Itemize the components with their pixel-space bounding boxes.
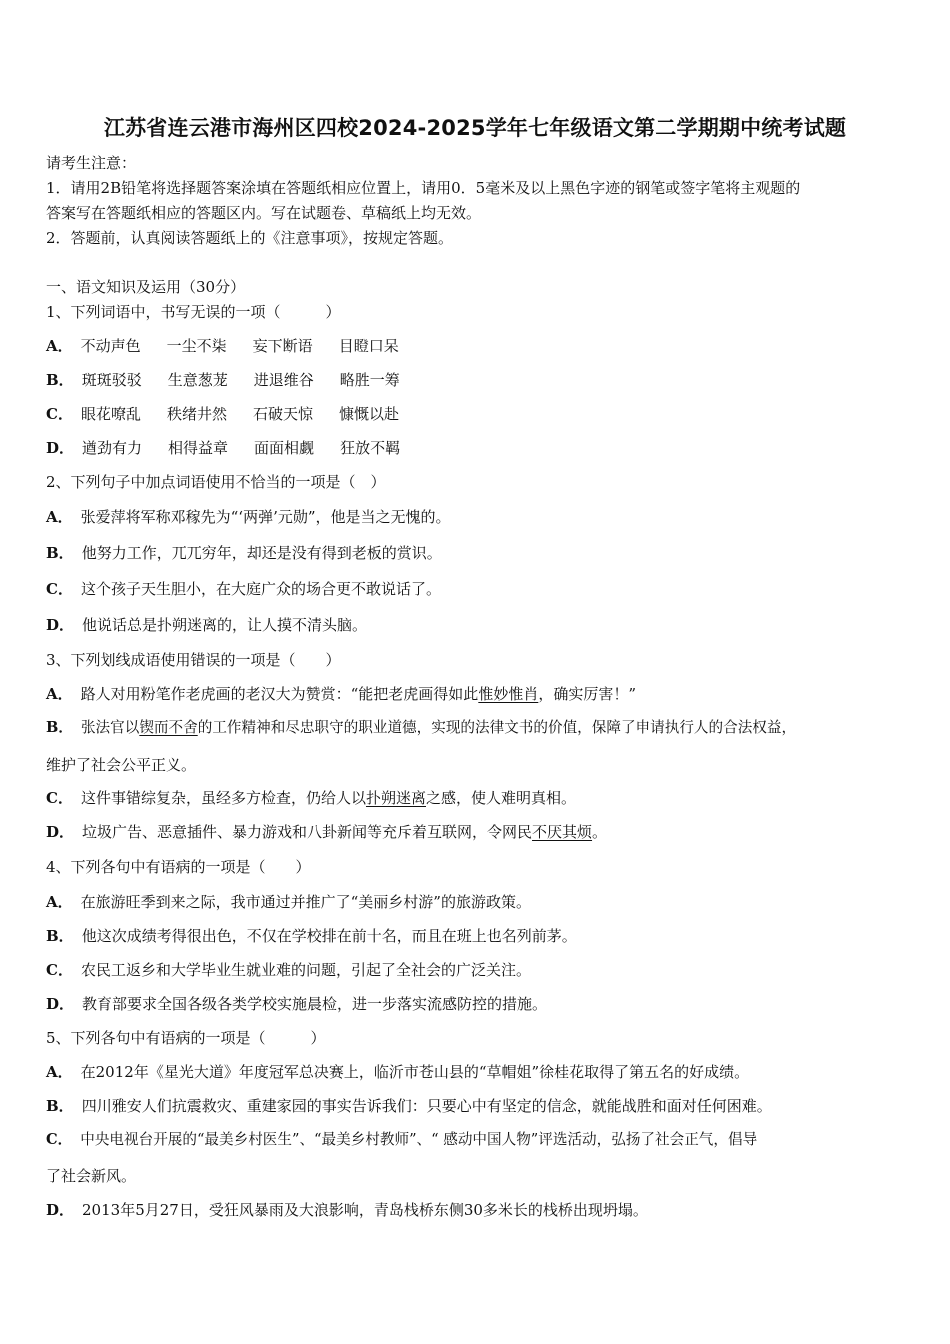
option-word: 秩绪井然 [166,405,227,423]
option-text: 中央电视台开展的“最美乡村医生”、“最美乡村教师”、“ 感动中国人物”评选活动，弘扬了社会正气，倡导 [80,1131,758,1148]
underlined-idiom: 不厌其烦 [532,823,593,841]
question-5-option-c [46,1130,757,1150]
question-2-option-b [46,543,442,563]
option-label: A． [46,508,73,526]
option-text: 路人对用粉笔作老虎画的老汉大为赞赏：“能把老虎画得如此 [80,685,479,703]
question-5-option-c-line-2: 了社会新风。 [46,1167,137,1185]
option-label: C． [46,580,73,598]
option-word: 生意葱茏 [167,371,228,389]
option-label: B． [46,544,74,562]
option-word: 不动声色 [80,337,141,355]
option-text: 四川雅安人们抗震救灾、重建家园的事实告诉我们：只要心中有坚定的信念，就能战胜和面对任何困难。 [81,1097,772,1115]
question-4-stem: 4、下列各句中有语病的一项是（ ） [46,858,311,876]
option-word: 略胜一筹 [339,371,400,389]
option-word: 眼花嘹乱 [80,405,141,423]
question-5-option-b [46,1096,772,1116]
option-text: 张爱萍将军称邓稼先为“‘两弹’元勋”，他是当之无愧的。 [80,508,451,526]
option-text: 他努力工作，兀兀穷年，却还是没有得到老板的赏识。 [81,544,442,562]
option-label: D． [46,823,75,841]
question-2-option-d [46,615,367,635]
option-text: 这个孩子天生胆小，在大庭广众的场合更不敢说话了。 [80,580,441,598]
option-word: 狂放不羁 [340,439,401,457]
option-word: 慷慨以赴 [339,405,400,423]
option-text: 农民工返乡和大学毕业生就业难的问题，引起了全社会的广泛关注。 [80,961,531,979]
option-text: 的工作精神和尽忠职守的职业道德，实现的法律文书的价值，保障了申请执行人的合法权益， [197,719,797,736]
underlined-idiom: 锲而不舍 [139,719,198,736]
notice-item-1-line-1: 1．请用2B铅笔将选择题答案涂填在答题纸相应位置上，请用0．5毫米及以上黑色字迹的钢笔或签字笔将主观题的 [46,179,801,197]
question-5-option-a [46,1062,749,1082]
option-word: 目瞪口呆 [338,337,399,355]
option-word: 斑斑驳驳 [81,371,142,389]
option-word: 面面相觑 [254,439,315,457]
option-label: A． [46,893,73,911]
question-3-option-d [46,822,607,842]
option-text: 张法官以 [80,719,140,736]
option-label: D． [46,616,75,634]
option-word: 相得益章 [168,439,229,457]
section-heading: 一、语文知识及运用（30分） [46,278,246,296]
option-text: 垃圾广告、恶意插件、暴力游戏和八卦新闻等充斥着互联网，令网民 [82,823,533,841]
option-text: 他说话总是扑朔迷离的，让人摸不清头脑。 [82,616,368,634]
notice-item-1-line-2: 答案写在答题纸相应的答题区内。写在试题卷、草稿纸上均无效。 [46,204,482,222]
option-text: 之感，使人难明真相。 [425,789,576,807]
question-1-stem: 1、下列词语中，书写无误的一项（ ） [46,303,341,321]
question-3-option-a [46,684,636,704]
question-4-option-b [46,926,577,946]
question-1-option-c [46,404,399,424]
page-title: 江苏省连云港市海州区四校2024-2025学年七年级语文第二学期期中统考试题 [103,116,847,140]
question-3-option-b-line-2: 维护了社会公平正义。 [46,756,197,774]
question-3-option-c [46,788,576,808]
option-label: B． [46,927,74,945]
option-label: D． [46,1201,75,1219]
option-label: A． [46,685,73,703]
question-5-option-d [46,1200,648,1220]
option-label: C． [46,405,73,423]
question-1-option-b [46,370,400,390]
option-text: 2013年5月27日，受狂风暴雨及大浪影响，青岛栈桥东侧30多米长的栈桥出现坍塌。 [82,1201,648,1219]
option-label: C． [46,961,73,979]
option-text: 。 [592,823,608,841]
option-label: B． [46,1097,74,1115]
option-label: D． [46,995,75,1013]
option-word: 一尘不柒 [166,337,227,355]
option-text: 教育部要求全国各级各类学校实施晨检，进一步落实流感防控的措施。 [82,995,548,1013]
option-text: ，确实厉害！” [538,685,636,703]
option-label: C． [46,789,73,807]
option-text: 这件事错综复杂，虽经多方检查，仍给人以 [80,789,366,807]
question-4-option-d [46,994,547,1014]
option-label: B． [46,371,74,389]
option-text: 他这次成绩考得很出色，不仅在学校排在前十名，而且在班上也名列前茅。 [81,927,577,945]
option-label: B． [46,719,73,736]
question-1-option-d [46,438,400,458]
option-label: A． [46,337,73,355]
option-word: 石破天惊 [252,405,313,423]
question-5-stem: 5、下列各句中有语病的一项是（ ） [46,1029,326,1047]
question-4-option-a [46,892,531,912]
option-text: 在旅游旺季到来之际，我市通过并推广了“美丽乡村游”的旅游政策。 [80,893,531,911]
question-2-option-a [46,507,451,527]
option-word: 遒劲有力 [82,439,143,457]
underlined-idiom: 扑朔迷离 [365,789,426,807]
question-3-stem: 3、下列划线成语使用错误的一项是（ ） [46,651,341,669]
option-text: 在2012年《星光大道》年度冠军总决赛上，临沂市苍山县的“草帽姐”徐桂花取得了第五名的好成绩。 [80,1063,750,1081]
question-4-option-c [46,960,531,980]
notice-item-2: 2．答题前，认真阅读答题纸上的《注意事项》，按规定答题。 [46,229,454,247]
question-2-stem: 2、下列句子中加点词语使用不恰当的一项是（ ） [46,473,386,491]
question-1-option-a [46,336,399,356]
question-2-option-c [46,579,441,599]
option-label: C． [46,1131,73,1148]
option-word: 妄下断语 [252,337,313,355]
underlined-idiom: 惟妙惟肖 [478,685,539,703]
option-label: D． [46,439,75,457]
option-label: A． [46,1063,73,1081]
question-3-option-b [46,718,796,738]
option-word: 进退维谷 [253,371,314,389]
notice-heading: 请考生注意： [46,154,137,172]
